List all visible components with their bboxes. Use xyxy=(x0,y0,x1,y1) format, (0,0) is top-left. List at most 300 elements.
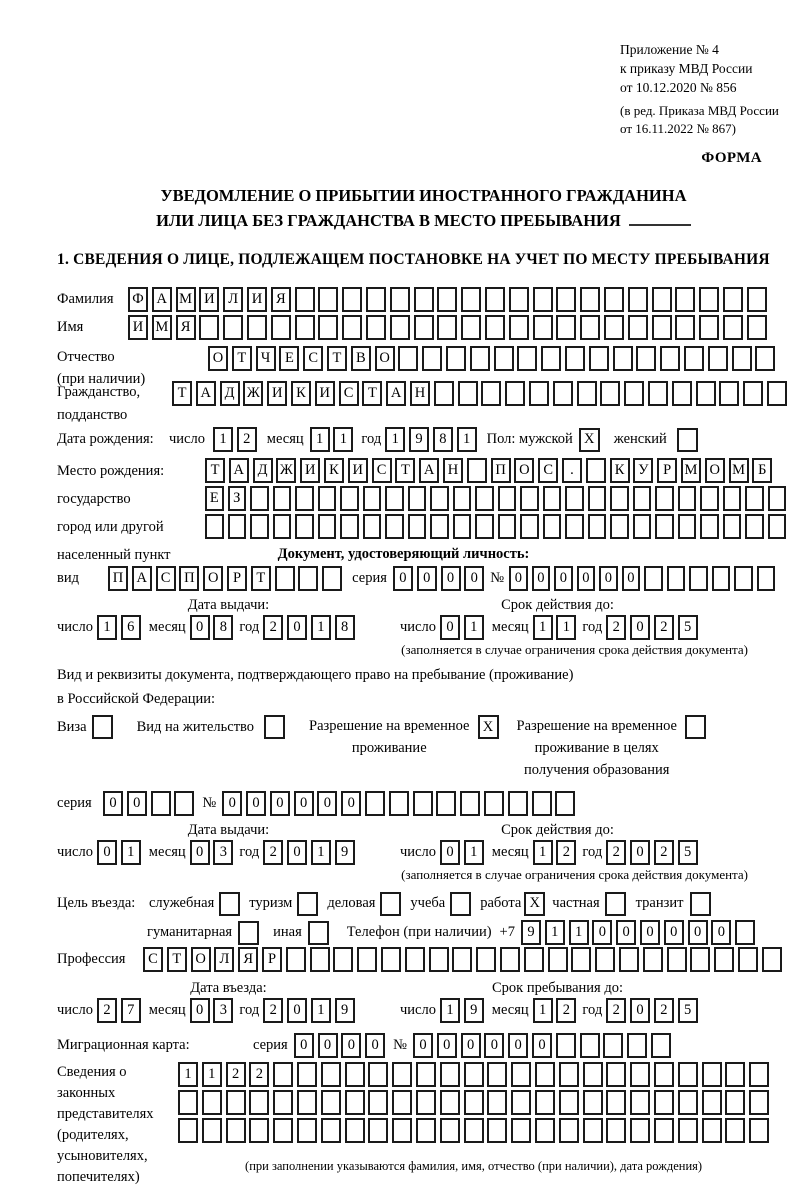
char-cell[interactable]: 0 xyxy=(365,1033,385,1058)
char-cell[interactable] xyxy=(678,1090,698,1115)
char-cell[interactable] xyxy=(559,1118,579,1143)
char-cell[interactable] xyxy=(437,315,457,340)
char-cell[interactable] xyxy=(250,486,269,511)
char-cell[interactable] xyxy=(630,1090,650,1115)
char-cell[interactable] xyxy=(565,514,584,539)
char-cell[interactable]: 3 xyxy=(213,840,233,865)
purpose-humanitarian-checkbox[interactable] xyxy=(238,921,259,945)
char-cell[interactable] xyxy=(500,947,520,972)
char-cell[interactable] xyxy=(318,486,337,511)
char-cell[interactable]: И xyxy=(300,458,320,483)
char-cell[interactable] xyxy=(249,1090,269,1115)
char-cell[interactable] xyxy=(414,287,434,312)
char-cell[interactable] xyxy=(440,1062,460,1087)
char-cell[interactable]: 1 xyxy=(385,427,405,452)
char-cell[interactable]: И xyxy=(348,458,368,483)
char-cell[interactable] xyxy=(487,1118,507,1143)
char-cell[interactable]: 0 xyxy=(630,840,650,865)
char-cell[interactable] xyxy=(606,1090,626,1115)
char-cell[interactable] xyxy=(398,346,418,371)
char-cell[interactable] xyxy=(577,381,597,406)
char-cell[interactable] xyxy=(606,1062,626,1087)
char-cell[interactable] xyxy=(271,315,291,340)
char-cell[interactable] xyxy=(535,1118,555,1143)
char-cell[interactable]: Л xyxy=(223,287,243,312)
char-cell[interactable]: Н xyxy=(410,381,430,406)
char-cell[interactable] xyxy=(699,287,719,312)
char-cell[interactable] xyxy=(385,514,404,539)
char-cell[interactable] xyxy=(524,947,544,972)
char-cell[interactable] xyxy=(702,1062,722,1087)
char-cell[interactable] xyxy=(286,947,306,972)
char-cell[interactable] xyxy=(178,1118,198,1143)
char-cell[interactable] xyxy=(603,1033,623,1058)
char-cell[interactable]: Р xyxy=(262,947,282,972)
char-cell[interactable]: М xyxy=(681,458,701,483)
char-cell[interactable] xyxy=(723,287,743,312)
char-cell[interactable] xyxy=(699,315,719,340)
char-cell[interactable] xyxy=(318,514,337,539)
char-cell[interactable] xyxy=(247,315,267,340)
char-cell[interactable]: С xyxy=(156,566,176,591)
char-cell[interactable]: С xyxy=(372,458,392,483)
char-cell[interactable]: М xyxy=(176,287,196,312)
char-cell[interactable] xyxy=(464,1090,484,1115)
char-cell[interactable] xyxy=(297,1062,317,1087)
char-cell[interactable]: 1 xyxy=(545,920,565,945)
char-cell[interactable] xyxy=(628,315,648,340)
char-cell[interactable] xyxy=(583,1090,603,1115)
char-cell[interactable]: П xyxy=(179,566,199,591)
char-cell[interactable]: О xyxy=(375,346,395,371)
char-cell[interactable]: 9 xyxy=(521,920,541,945)
char-cell[interactable] xyxy=(696,381,716,406)
char-cell[interactable] xyxy=(559,1062,579,1087)
char-cell[interactable] xyxy=(712,566,731,591)
char-cell[interactable]: 0 xyxy=(341,1033,361,1058)
char-cell[interactable]: 5 xyxy=(678,615,698,640)
char-cell[interactable]: 6 xyxy=(121,615,141,640)
char-cell[interactable] xyxy=(725,1090,745,1115)
char-cell[interactable]: 8 xyxy=(433,427,453,452)
char-cell[interactable]: А xyxy=(386,381,406,406)
char-cell[interactable]: 0 xyxy=(103,791,123,816)
char-cell[interactable] xyxy=(228,514,247,539)
char-cell[interactable] xyxy=(508,791,528,816)
char-cell[interactable]: 0 xyxy=(294,1033,314,1058)
char-cell[interactable] xyxy=(586,458,606,483)
char-cell[interactable] xyxy=(613,346,633,371)
char-cell[interactable]: Т xyxy=(395,458,415,483)
char-cell[interactable]: 8 xyxy=(213,615,233,640)
char-cell[interactable] xyxy=(498,486,517,511)
char-cell[interactable]: 0 xyxy=(441,566,461,591)
gender-male-checkbox[interactable]: X xyxy=(579,428,600,452)
char-cell[interactable] xyxy=(413,791,433,816)
char-cell[interactable]: 0 xyxy=(270,791,290,816)
char-cell[interactable] xyxy=(202,1090,222,1115)
char-cell[interactable] xyxy=(595,947,615,972)
char-cell[interactable] xyxy=(702,1118,722,1143)
char-cell[interactable]: Е xyxy=(205,486,224,511)
char-cell[interactable]: И xyxy=(267,381,287,406)
temporary-residence-education-checkbox[interactable] xyxy=(685,715,706,739)
char-cell[interactable]: Д xyxy=(253,458,273,483)
char-cell[interactable] xyxy=(535,1062,555,1087)
char-cell[interactable] xyxy=(430,486,449,511)
char-cell[interactable] xyxy=(747,287,767,312)
char-cell[interactable] xyxy=(655,514,674,539)
char-cell[interactable]: С xyxy=(303,346,323,371)
char-cell[interactable] xyxy=(440,1090,460,1115)
char-cell[interactable] xyxy=(556,287,576,312)
char-cell[interactable]: 0 xyxy=(622,566,641,591)
char-cell[interactable] xyxy=(470,346,490,371)
char-cell[interactable]: 1 xyxy=(178,1062,198,1087)
char-cell[interactable] xyxy=(408,486,427,511)
char-cell[interactable]: 0 xyxy=(287,840,307,865)
char-cell[interactable] xyxy=(511,1062,531,1087)
char-cell[interactable] xyxy=(321,1118,341,1143)
char-cell[interactable] xyxy=(452,947,472,972)
char-cell[interactable] xyxy=(498,514,517,539)
char-cell[interactable] xyxy=(297,1090,317,1115)
char-cell[interactable] xyxy=(476,947,496,972)
char-cell[interactable] xyxy=(714,947,734,972)
char-cell[interactable] xyxy=(610,486,629,511)
char-cell[interactable]: Я xyxy=(238,947,258,972)
char-cell[interactable]: 2 xyxy=(606,615,626,640)
char-cell[interactable] xyxy=(273,514,292,539)
char-cell[interactable]: 1 xyxy=(533,998,553,1023)
char-cell[interactable] xyxy=(345,1118,365,1143)
char-cell[interactable] xyxy=(487,1090,507,1115)
char-cell[interactable] xyxy=(199,315,219,340)
char-cell[interactable] xyxy=(174,791,194,816)
char-cell[interactable] xyxy=(768,486,787,511)
char-cell[interactable] xyxy=(555,791,575,816)
char-cell[interactable] xyxy=(768,514,787,539)
char-cell[interactable] xyxy=(416,1118,436,1143)
char-cell[interactable]: 2 xyxy=(249,1062,269,1087)
char-cell[interactable]: 8 xyxy=(335,615,355,640)
char-cell[interactable] xyxy=(619,947,639,972)
char-cell[interactable]: 1 xyxy=(533,615,553,640)
char-cell[interactable] xyxy=(735,920,755,945)
char-cell[interactable] xyxy=(422,346,442,371)
char-cell[interactable] xyxy=(511,1118,531,1143)
char-cell[interactable] xyxy=(363,486,382,511)
char-cell[interactable]: 2 xyxy=(606,840,626,865)
purpose-study-checkbox[interactable] xyxy=(450,892,471,916)
char-cell[interactable]: Н xyxy=(443,458,463,483)
char-cell[interactable] xyxy=(430,514,449,539)
char-cell[interactable]: Т xyxy=(205,458,225,483)
char-cell[interactable] xyxy=(745,486,764,511)
char-cell[interactable] xyxy=(755,346,775,371)
char-cell[interactable]: 2 xyxy=(263,840,283,865)
char-cell[interactable] xyxy=(652,315,672,340)
char-cell[interactable]: Ж xyxy=(243,381,263,406)
char-cell[interactable]: 0 xyxy=(592,920,612,945)
char-cell[interactable]: 1 xyxy=(213,427,233,452)
char-cell[interactable] xyxy=(475,486,494,511)
char-cell[interactable] xyxy=(571,947,591,972)
char-cell[interactable] xyxy=(678,486,697,511)
char-cell[interactable] xyxy=(429,947,449,972)
char-cell[interactable]: С xyxy=(143,947,163,972)
char-cell[interactable]: 1 xyxy=(533,840,553,865)
char-cell[interactable] xyxy=(654,1118,674,1143)
char-cell[interactable]: А xyxy=(152,287,172,312)
char-cell[interactable] xyxy=(392,1118,412,1143)
char-cell[interactable]: 1 xyxy=(556,615,576,640)
char-cell[interactable]: Я xyxy=(176,315,196,340)
char-cell[interactable] xyxy=(322,566,342,591)
char-cell[interactable] xyxy=(580,287,600,312)
char-cell[interactable] xyxy=(757,566,776,591)
char-cell[interactable] xyxy=(667,566,686,591)
char-cell[interactable]: 0 xyxy=(664,920,684,945)
char-cell[interactable] xyxy=(453,514,472,539)
char-cell[interactable] xyxy=(275,566,295,591)
char-cell[interactable] xyxy=(333,947,353,972)
char-cell[interactable]: М xyxy=(729,458,749,483)
char-cell[interactable]: 0 xyxy=(688,920,708,945)
char-cell[interactable] xyxy=(437,287,457,312)
char-cell[interactable] xyxy=(249,1118,269,1143)
char-cell[interactable]: А xyxy=(132,566,152,591)
char-cell[interactable]: Т xyxy=(327,346,347,371)
char-cell[interactable]: 0 xyxy=(440,840,460,865)
char-cell[interactable] xyxy=(416,1062,436,1087)
char-cell[interactable]: 0 xyxy=(509,566,528,591)
char-cell[interactable]: 1 xyxy=(311,998,331,1023)
char-cell[interactable] xyxy=(630,1062,650,1087)
char-cell[interactable]: 1 xyxy=(464,840,484,865)
char-cell[interactable] xyxy=(655,486,674,511)
char-cell[interactable]: 2 xyxy=(237,427,257,452)
char-cell[interactable]: 0 xyxy=(341,791,361,816)
char-cell[interactable]: И xyxy=(128,315,148,340)
char-cell[interactable] xyxy=(738,947,758,972)
char-cell[interactable] xyxy=(672,381,692,406)
char-cell[interactable] xyxy=(580,1033,600,1058)
char-cell[interactable]: 0 xyxy=(630,998,650,1023)
char-cell[interactable]: Ж xyxy=(276,458,296,483)
char-cell[interactable] xyxy=(318,287,338,312)
char-cell[interactable]: 0 xyxy=(190,615,210,640)
char-cell[interactable]: И xyxy=(199,287,219,312)
char-cell[interactable] xyxy=(588,486,607,511)
char-cell[interactable]: 2 xyxy=(654,998,674,1023)
char-cell[interactable]: 0 xyxy=(461,1033,481,1058)
char-cell[interactable]: Е xyxy=(279,346,299,371)
char-cell[interactable] xyxy=(461,315,481,340)
char-cell[interactable] xyxy=(273,486,292,511)
char-cell[interactable] xyxy=(654,1090,674,1115)
char-cell[interactable] xyxy=(654,1062,674,1087)
char-cell[interactable] xyxy=(408,514,427,539)
char-cell[interactable] xyxy=(446,346,466,371)
char-cell[interactable] xyxy=(368,1062,388,1087)
char-cell[interactable]: 9 xyxy=(335,998,355,1023)
char-cell[interactable] xyxy=(723,514,742,539)
char-cell[interactable]: 0 xyxy=(190,998,210,1023)
char-cell[interactable]: 0 xyxy=(294,791,314,816)
char-cell[interactable] xyxy=(434,381,454,406)
residence-permit-checkbox[interactable] xyxy=(264,715,285,739)
char-cell[interactable] xyxy=(583,1062,603,1087)
char-cell[interactable] xyxy=(485,315,505,340)
char-cell[interactable] xyxy=(517,346,537,371)
char-cell[interactable] xyxy=(667,947,687,972)
char-cell[interactable]: 5 xyxy=(678,840,698,865)
char-cell[interactable]: Т xyxy=(172,381,192,406)
char-cell[interactable]: 0 xyxy=(440,615,460,640)
char-cell[interactable] xyxy=(648,381,668,406)
char-cell[interactable] xyxy=(644,566,663,591)
char-cell[interactable] xyxy=(392,1090,412,1115)
char-cell[interactable] xyxy=(535,1090,555,1115)
char-cell[interactable]: 0 xyxy=(577,566,596,591)
char-cell[interactable]: Б xyxy=(752,458,772,483)
char-cell[interactable] xyxy=(385,486,404,511)
char-cell[interactable] xyxy=(226,1118,246,1143)
char-cell[interactable] xyxy=(556,1033,576,1058)
char-cell[interactable] xyxy=(700,514,719,539)
char-cell[interactable] xyxy=(505,381,525,406)
char-cell[interactable]: 2 xyxy=(263,998,283,1023)
purpose-other-checkbox[interactable] xyxy=(308,921,329,945)
char-cell[interactable]: . xyxy=(562,458,582,483)
char-cell[interactable]: 0 xyxy=(616,920,636,945)
char-cell[interactable]: А xyxy=(196,381,216,406)
char-cell[interactable] xyxy=(678,1062,698,1087)
char-cell[interactable]: 0 xyxy=(554,566,573,591)
char-cell[interactable]: 2 xyxy=(556,840,576,865)
char-cell[interactable] xyxy=(559,1090,579,1115)
purpose-tourism-checkbox[interactable] xyxy=(297,892,318,916)
char-cell[interactable]: 2 xyxy=(654,840,674,865)
char-cell[interactable] xyxy=(405,947,425,972)
char-cell[interactable] xyxy=(416,1090,436,1115)
char-cell[interactable] xyxy=(467,458,487,483)
char-cell[interactable] xyxy=(205,514,224,539)
char-cell[interactable] xyxy=(589,346,609,371)
char-cell[interactable] xyxy=(250,514,269,539)
char-cell[interactable] xyxy=(487,1062,507,1087)
char-cell[interactable]: 0 xyxy=(190,840,210,865)
char-cell[interactable]: 0 xyxy=(287,615,307,640)
char-cell[interactable] xyxy=(749,1090,769,1115)
char-cell[interactable] xyxy=(520,514,539,539)
char-cell[interactable] xyxy=(708,346,728,371)
char-cell[interactable] xyxy=(565,486,584,511)
char-cell[interactable]: А xyxy=(419,458,439,483)
char-cell[interactable] xyxy=(340,486,359,511)
char-cell[interactable] xyxy=(202,1118,222,1143)
char-cell[interactable]: Д xyxy=(220,381,240,406)
char-cell[interactable] xyxy=(684,346,704,371)
char-cell[interactable]: 0 xyxy=(464,566,484,591)
char-cell[interactable] xyxy=(604,315,624,340)
char-cell[interactable] xyxy=(390,287,410,312)
char-cell[interactable] xyxy=(747,315,767,340)
char-cell[interactable] xyxy=(321,1090,341,1115)
char-cell[interactable] xyxy=(565,346,585,371)
char-cell[interactable]: В xyxy=(351,346,371,371)
char-cell[interactable] xyxy=(298,566,318,591)
char-cell[interactable]: 3 xyxy=(213,998,233,1023)
char-cell[interactable]: 2 xyxy=(226,1062,246,1087)
char-cell[interactable]: Т xyxy=(167,947,187,972)
char-cell[interactable] xyxy=(628,287,648,312)
char-cell[interactable]: 0 xyxy=(393,566,413,591)
char-cell[interactable] xyxy=(532,791,552,816)
char-cell[interactable]: 1 xyxy=(333,427,353,452)
char-cell[interactable] xyxy=(310,947,330,972)
char-cell[interactable] xyxy=(678,514,697,539)
char-cell[interactable]: Ф xyxy=(128,287,148,312)
char-cell[interactable]: 1 xyxy=(202,1062,222,1087)
char-cell[interactable]: 1 xyxy=(121,840,141,865)
char-cell[interactable]: 0 xyxy=(508,1033,528,1058)
char-cell[interactable]: 2 xyxy=(97,998,117,1023)
char-cell[interactable] xyxy=(652,287,672,312)
char-cell[interactable]: 1 xyxy=(440,998,460,1023)
char-cell[interactable] xyxy=(700,486,719,511)
char-cell[interactable]: 0 xyxy=(287,998,307,1023)
char-cell[interactable]: О xyxy=(705,458,725,483)
char-cell[interactable]: 1 xyxy=(310,427,330,452)
char-cell[interactable] xyxy=(340,514,359,539)
char-cell[interactable] xyxy=(484,791,504,816)
char-cell[interactable]: 0 xyxy=(222,791,242,816)
char-cell[interactable] xyxy=(475,514,494,539)
char-cell[interactable] xyxy=(226,1090,246,1115)
char-cell[interactable] xyxy=(273,1118,293,1143)
char-cell[interactable] xyxy=(345,1062,365,1087)
char-cell[interactable]: К xyxy=(291,381,311,406)
char-cell[interactable] xyxy=(745,514,764,539)
char-cell[interactable] xyxy=(460,791,480,816)
char-cell[interactable] xyxy=(553,381,573,406)
char-cell[interactable] xyxy=(318,315,338,340)
char-cell[interactable]: 2 xyxy=(263,615,283,640)
char-cell[interactable] xyxy=(485,287,505,312)
char-cell[interactable] xyxy=(368,1118,388,1143)
char-cell[interactable]: 0 xyxy=(532,1033,552,1058)
char-cell[interactable]: О xyxy=(203,566,223,591)
char-cell[interactable] xyxy=(436,791,456,816)
char-cell[interactable] xyxy=(767,381,787,406)
char-cell[interactable] xyxy=(464,1118,484,1143)
purpose-transit-checkbox[interactable] xyxy=(690,892,711,916)
char-cell[interactable]: 0 xyxy=(417,566,437,591)
char-cell[interactable] xyxy=(690,947,710,972)
char-cell[interactable]: 1 xyxy=(464,615,484,640)
char-cell[interactable]: 0 xyxy=(532,566,551,591)
char-cell[interactable] xyxy=(678,1118,698,1143)
char-cell[interactable] xyxy=(392,1062,412,1087)
purpose-business-checkbox[interactable] xyxy=(380,892,401,916)
char-cell[interactable] xyxy=(651,1033,671,1058)
char-cell[interactable] xyxy=(541,346,561,371)
char-cell[interactable] xyxy=(390,315,410,340)
char-cell[interactable]: 9 xyxy=(464,998,484,1023)
char-cell[interactable]: Ч xyxy=(256,346,276,371)
